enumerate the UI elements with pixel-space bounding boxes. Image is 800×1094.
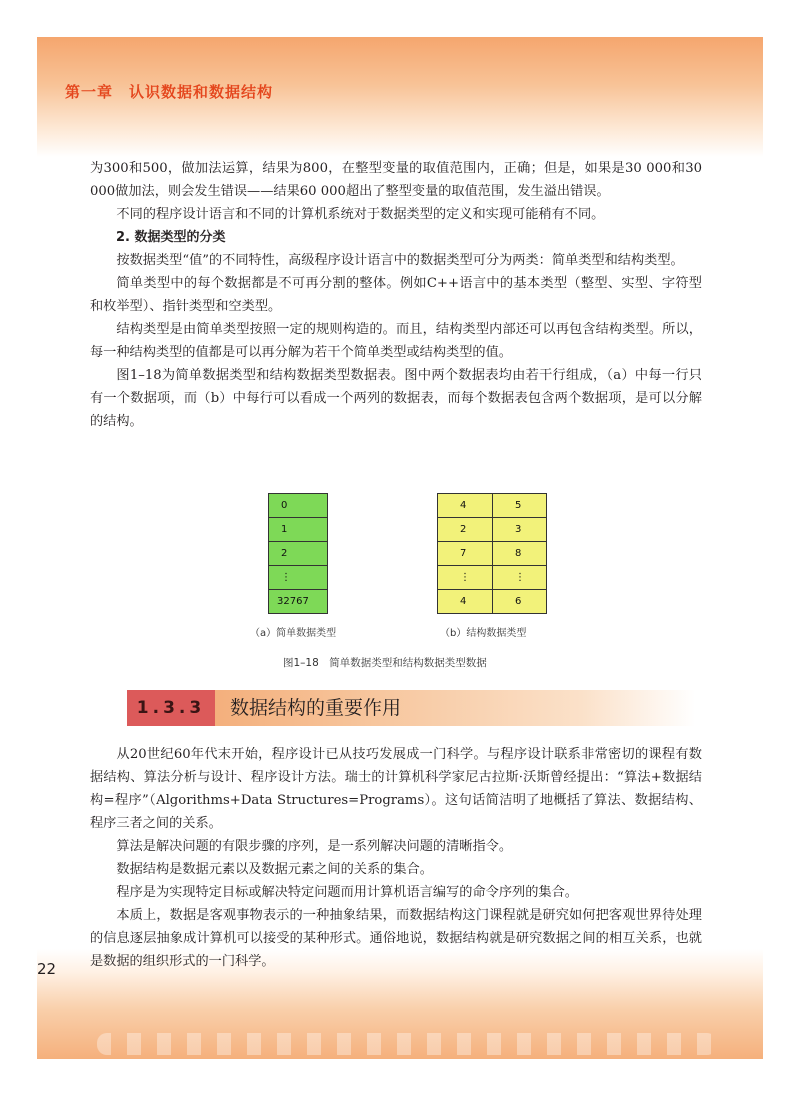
section-number: 1.3.3: [127, 690, 215, 726]
intro-text: [90, 157, 702, 433]
figure-caption: 图1–18 简单数据类型和结构数据类型数据: [283, 657, 487, 669]
table-cell: ⋮: [492, 566, 546, 589]
figure-label-a: （a）简单数据类型: [250, 628, 337, 639]
struct-type-table: [437, 493, 547, 614]
section-body: [90, 743, 702, 973]
paragraph: 为300和500，做加法运算，结果为800，在整型变量的取值范围内，正确；但是，如果是30 000和30 000做加法，则会发生错误——结果60 000超出了整型变量的取值范围，发生溢出错误。: [90, 161, 702, 199]
paragraph: 程序是为实现特定目标或解决特定问题而用计算机语言编写的命令序列的集合。: [116, 885, 578, 900]
table-cell: 32767: [277, 596, 309, 607]
table-cell: 5: [492, 494, 546, 517]
table-cell: 2: [460, 524, 467, 535]
table-cell: 8: [492, 542, 546, 565]
paragraph: 从20世纪60年代末开始，程序设计已从技巧发展成一门科学。与程序设计联系非常密切的课程有数据结构、算法分析与设计、程序设计方法。瑞士的计算机科学家尼古拉斯·沃斯曾经提出：“算法+数据结构=程序”（Algorithms+Data Structures=Programs）。这句话简洁明了地概括了算法、数据结构、程序三者之间的关系。: [90, 747, 702, 831]
paragraph: 图1–18为简单数据类型和结构数据类型数据表。图中两个数据表均由若干行组成，（a）中每一行只有一个数据项，而（b）中每行可以看成一个两列的数据表，而每个数据表包含两个数据项，是可以分解的结构。: [90, 368, 702, 429]
chapter-title: 第一章 认识数据和数据结构: [65, 83, 274, 101]
section-heading: [127, 690, 695, 726]
table-cell: 4: [460, 500, 467, 511]
paragraph: 不同的程序设计语言和不同的计算机系统对于数据类型的定义和实现可能稍有不同。: [116, 207, 605, 222]
simple-type-table: [268, 493, 328, 614]
table-row: [438, 566, 546, 590]
table-cell: 7: [460, 548, 467, 559]
figure-label-b: （b）结构数据类型: [440, 628, 527, 639]
footer-decoration: [97, 1033, 717, 1055]
table-cell: 0: [269, 494, 327, 518]
paragraph: 算法是解决问题的有限步骤的序列，是一系列解决问题的清晰指令。: [116, 839, 513, 854]
table-row: [438, 590, 546, 613]
table-cell: ⋮: [460, 572, 470, 583]
table-cell: 1: [269, 518, 327, 542]
table-cell: ⋮: [269, 566, 327, 590]
paragraph: 本质上，数据是客观事物表示的一种抽象结果，而数据结构这门课程就是研究如何把客观世界待处理的信息逐层抽象成计算机可以接受的某种形式。通俗地说，数据结构就是研究数据之间的相互关系，也就是数据的组织形式的一门科学。: [90, 908, 702, 969]
paragraph: 按数据类型“值”的不同特性，高级程序设计语言中的数据类型可分为两类：简单类型和结构类型。: [116, 253, 684, 268]
paragraph: 简单类型中的每个数据都是不可再分割的整体。例如C++语言中的基本类型（整型、实型、字符型和枚举型）、指针类型和空类型。: [90, 276, 702, 314]
page-number: 22: [37, 960, 57, 978]
section-title: 数据结构的重要作用: [230, 697, 402, 719]
table-cell: 2: [269, 542, 327, 566]
table-row: [438, 542, 546, 566]
table-cell: 3: [492, 518, 546, 541]
table-row: [438, 518, 546, 542]
table-cell: 6: [492, 590, 546, 613]
paragraph: 数据结构是数据元素以及数据元素之间的关系的集合。: [116, 862, 433, 877]
table-cell: 4: [460, 596, 467, 607]
subheading: 2. 数据类型的分类: [116, 230, 226, 245]
table-row: [438, 494, 546, 518]
header-band: [37, 37, 763, 157]
paragraph: 结构类型是由简单类型按照一定的规则构造的。而且，结构类型内部还可以再包含结构类型。所以，每一种结构类型的值都是可以再分解为若干个简单类型或结构类型的值。: [90, 322, 702, 360]
